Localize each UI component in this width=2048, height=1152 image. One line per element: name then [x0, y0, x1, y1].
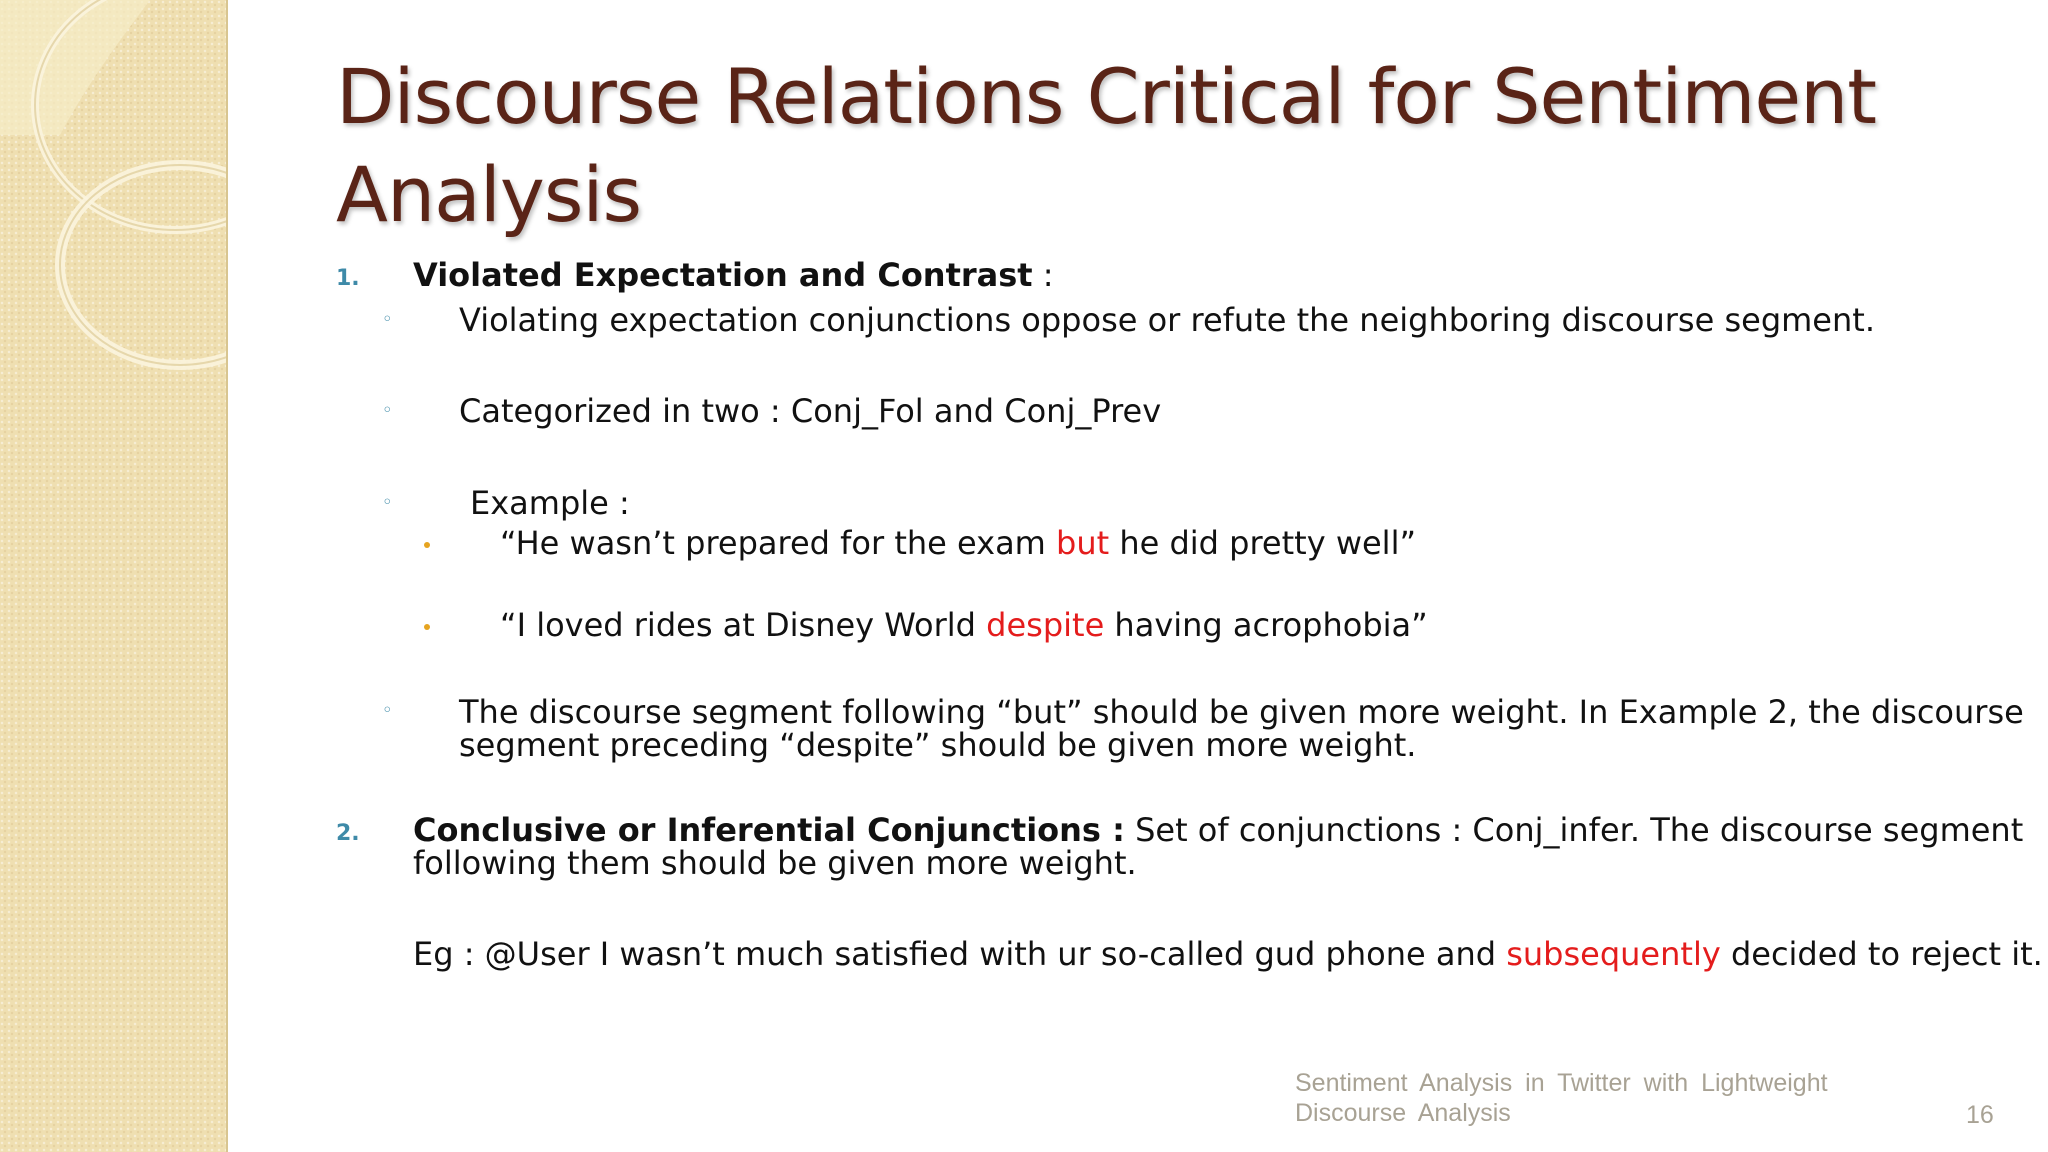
sub-item-categorized: Categorized in two : Conj_Fol and Conj_Prev	[459, 392, 1162, 430]
list-item-2-heading: Conclusive or Inferential Conjunctions :	[413, 811, 1125, 849]
example-sentence-2	[500, 606, 1428, 644]
sub-bullet-icon	[424, 624, 430, 630]
slide-title: Discourse Relations Critical for Sentiment Analysis	[336, 52, 1877, 239]
list-item-2-line-1	[413, 811, 2024, 849]
footer-line-1: Sentiment Analysis in Twitter with Lightweight	[1295, 1069, 1828, 1097]
footer-line-2: Discourse Analysis	[1295, 1099, 1511, 1127]
example-2-after: having acrophobia”	[1104, 606, 1428, 644]
example-1-highlight: but	[1056, 524, 1110, 562]
example-sentence-1	[500, 524, 1417, 562]
list-item-1-heading-suffix: :	[1032, 256, 1054, 294]
eg-before: Eg : @User I wasn’t much satisfied with ur so-called gud phone and	[413, 935, 1507, 973]
sub-item-violating: Violating expectation conjunctions oppose or refute the neighboring discourse segment.	[459, 301, 1875, 339]
list-number-2: 2.	[336, 821, 360, 846]
sub-item-weight-line-2: segment preceding “despite” should be given more weight.	[459, 726, 1417, 764]
page-number: 16	[1966, 1101, 1994, 1129]
sub-item-example: Example :	[470, 484, 630, 522]
eg-highlight: subsequently	[1506, 935, 1721, 973]
bullet-icon: ◦	[382, 309, 393, 330]
bullet-icon: ◦	[382, 700, 393, 721]
example-2-before: “I loved rides at Disney World	[500, 606, 987, 644]
list-item-2-line-2: following them should be given more weight.	[413, 844, 1137, 882]
bullet-icon: ◦	[382, 492, 393, 513]
bullet-icon: ◦	[382, 400, 393, 421]
example-1-before: “He wasn’t prepared for the exam	[500, 524, 1057, 562]
list-item-1-heading-line	[413, 256, 1054, 294]
list-item-1-heading: Violated Expectation and Contrast	[413, 256, 1033, 294]
list-item-2-text: Set of conjunctions : Conj_infer. The discourse segment	[1124, 811, 2024, 849]
list-number-1: 1.	[336, 266, 360, 291]
footer-caption	[1295, 1068, 1855, 1128]
sub-bullet-icon	[424, 542, 430, 548]
list-item-2-example	[413, 935, 2043, 973]
example-2-highlight: despite	[986, 606, 1105, 644]
eg-after: decided to reject it.	[1720, 935, 2043, 973]
example-1-after: he did pretty well”	[1109, 524, 1417, 562]
sub-item-weight-line-1: The discourse segment following “but” should be given more weight. In Example 2, the discourse	[459, 693, 2024, 731]
